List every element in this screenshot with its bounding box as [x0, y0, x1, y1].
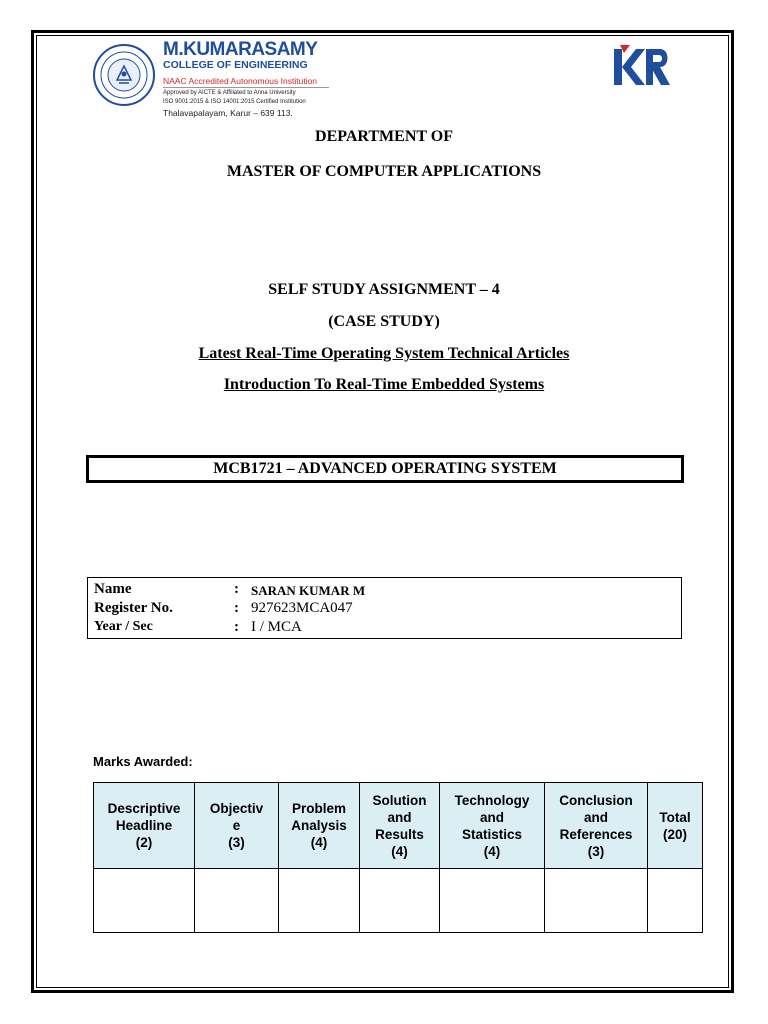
student-info-box — [87, 577, 682, 639]
marks-col-header: Solution and Results (4) — [360, 783, 440, 869]
register-value: 927623MCA047 — [251, 600, 353, 616]
marks-awarded-label: Marks Awarded: — [93, 754, 193, 769]
college-address: Thalavapalayam, Karur – 639 113. — [163, 108, 293, 118]
marks-col-header: Conclusion and References (3) — [545, 783, 648, 869]
course-title: MCB1721 – ADVANCED OPERATING SYSTEM — [213, 460, 557, 477]
name-value: SARAN KUMAR M — [251, 583, 366, 598]
college-subtitle: COLLEGE OF ENGINEERING — [163, 59, 308, 71]
approval-line-1: Approved by AICTE & Affiliated to Anna University — [163, 90, 296, 96]
marks-cell[interactable] — [648, 869, 703, 933]
marks-cell[interactable] — [195, 869, 279, 933]
marks-col-header: Total (20) — [648, 783, 703, 869]
register-label: Register No. — [94, 600, 173, 616]
assignment-type: (CASE STUDY) — [328, 313, 440, 330]
course-title-box — [86, 455, 684, 483]
year-label: Year / Sec — [94, 619, 153, 634]
college-seal-icon — [93, 44, 155, 106]
college-header — [163, 40, 329, 119]
marks-cell[interactable] — [279, 869, 360, 933]
marks-col-header: Objectiv e (3) — [195, 783, 279, 869]
marks-cell[interactable] — [545, 869, 648, 933]
naac-text: NAAC Accredited Autonomous Institution — [163, 76, 329, 88]
assignment-heading: SELF STUDY ASSIGNMENT – 4 — [268, 281, 500, 298]
program-heading: MASTER OF COMPUTER APPLICATIONS — [226, 163, 542, 180]
topic-line-1: Latest Real-Time Operating System Technical Articles — [198, 345, 570, 362]
marks-col-header: Technology and Statistics (4) — [440, 783, 545, 869]
colon: : — [234, 600, 239, 616]
name-label: Name — [94, 581, 132, 597]
topic-line-2: Introduction To Real-Time Embedded Systems — [223, 376, 545, 393]
department-heading: DEPARTMENT OF — [315, 128, 453, 145]
approval-line-2: ISO 9001:2015 & ISO 14001:2015 Certified Institution — [163, 98, 306, 105]
colon: : — [234, 619, 239, 635]
college-name: M.KUMARASAMY — [163, 39, 318, 60]
marks-col-header: Problem Analysis (4) — [279, 783, 360, 869]
year-value: I / MCA — [251, 619, 302, 635]
marks-cell[interactable] — [94, 869, 195, 933]
marks-col-header: Descriptive Headline (2) — [94, 783, 195, 869]
marks-cell[interactable] — [440, 869, 545, 933]
colon: : — [234, 581, 239, 597]
kr-logo-icon — [612, 43, 674, 87]
marks-cell[interactable] — [360, 869, 440, 933]
marks-entry-row — [94, 869, 703, 933]
marks-table — [93, 782, 703, 933]
